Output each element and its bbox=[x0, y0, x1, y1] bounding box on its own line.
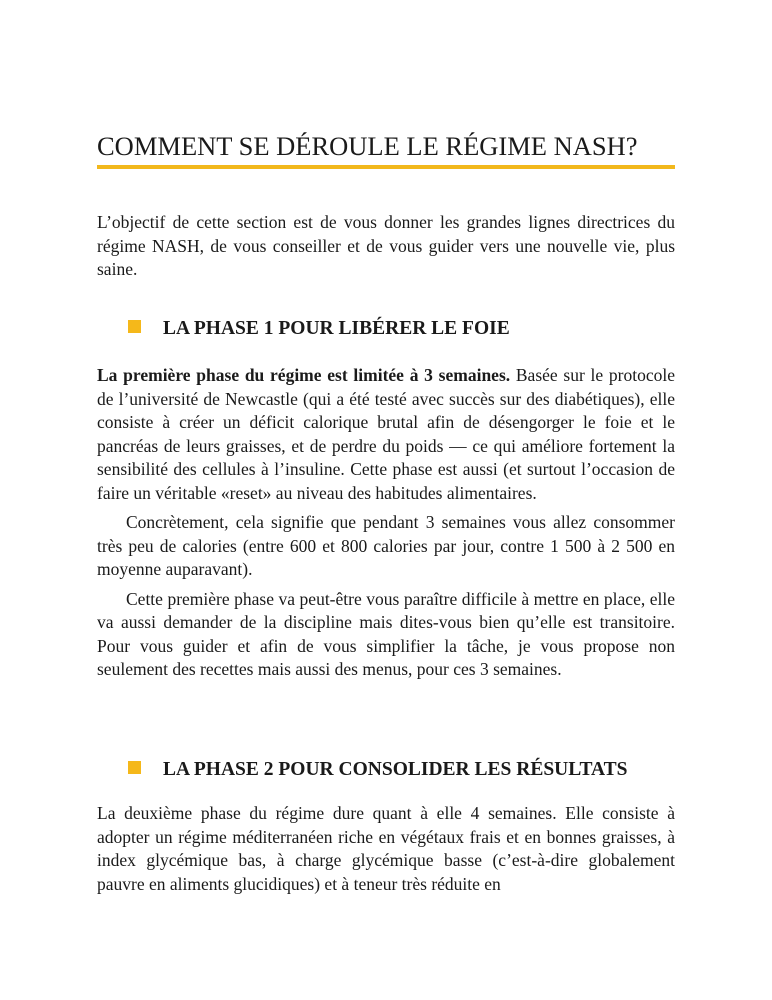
section-heading-phase-1 bbox=[128, 316, 510, 342]
page-title: COMMENT SE DÉROULE LE RÉGIME NASH? bbox=[97, 131, 638, 161]
section-heading-phase-2 bbox=[128, 757, 628, 783]
phase-2-paragraph-1: La deuxième phase du régime dure quant à elle 4 semaines. Elle consiste à adopter un régime méditerranéen riche en végétaux frais et en bonnes graisses, à index glycémique bas, à charge glycémique basse (c’est-à-dire globalement pauvre en aliments glucidiques) et à teneur très réduite en bbox=[97, 803, 675, 894]
phase-1-lead-bold: La première phase du régime est limitée à 3 semaines. bbox=[97, 365, 511, 385]
title-underline bbox=[97, 165, 675, 169]
phase-2-body bbox=[97, 802, 675, 896]
phase-1-lead-text: Basée sur le protocole de l’université de Newcastle (qui a été testé avec succès sur des diabétiques), elle consiste à créer un déficit calorique brutal afin de désengorger le foie et le pancréas de leurs graisses, et de perdre du poids — ce qui améliore fortement la sensibilité des cellules à l’insuline. Cette phase est aussi (et surtout l’occasion de faire un véritable «reset» au niveau des habitudes alimentaires. bbox=[97, 365, 676, 503]
phase-1-paragraph-1 bbox=[97, 364, 675, 505]
section-heading-label: LA PHASE 2 POUR CONSOLIDER LES RÉSULTATS bbox=[163, 759, 628, 780]
phase-1-paragraph-2: Concrètement, cela signifie que pendant 3 semaines vous allez consommer très peu de calories (entre 600 et 800 calories par jour, contre 1 500 à 2 500 en moyenne auparavant). bbox=[97, 512, 675, 579]
intro-paragraph: L’objectif de cette section est de vous donner les grandes lignes directrices du régime NASH, de vous conseiller et de vous guider vers une nouvelle vie, plus saine. bbox=[97, 212, 675, 279]
square-bullet-icon bbox=[128, 320, 141, 333]
phase-1-body bbox=[97, 364, 675, 682]
phase-1-paragraph-3: Cette première phase va peut-être vous paraître difficile à mettre en place, elle va aussi demander de la discipline mais dites-vous bien qu’elle est transitoire. Pour vous guider et afin de vous simplifier la tâche, je vous propose non seulement des recettes mais aussi des menus, pour ces 3 semaines. bbox=[97, 588, 675, 679]
square-bullet-icon bbox=[128, 761, 141, 774]
section-heading-label: LA PHASE 1 POUR LIBÉRER LE FOIE bbox=[163, 318, 510, 339]
